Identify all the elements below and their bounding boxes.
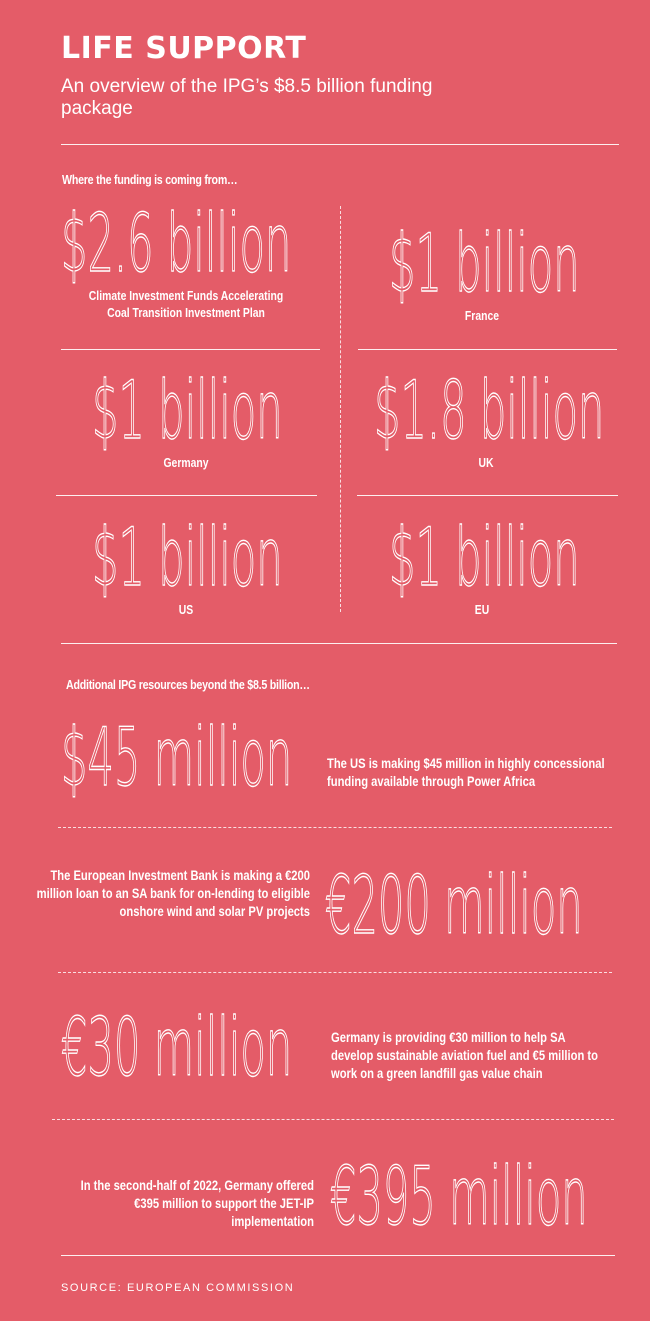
divider-row2-left xyxy=(56,495,317,496)
source-label-us: US xyxy=(178,602,194,617)
source-amount-uk: $1.8 billion xyxy=(374,364,605,457)
divider-sources-end xyxy=(61,643,617,644)
divider-row2-right xyxy=(357,495,618,496)
divider-row1-right xyxy=(358,349,617,350)
divider-footer xyxy=(61,1255,615,1256)
source-label-germany: Germany xyxy=(163,455,209,470)
additional-amount-us: $45 million xyxy=(61,711,293,804)
additional-text-us: The US is making $45 million in highly concessional funding available through Power Africa xyxy=(327,755,605,789)
divider-row1-left xyxy=(61,349,320,350)
additional-amount-germany: €30 million xyxy=(61,1001,293,1094)
source-amount-eu: $1 billion xyxy=(389,511,580,604)
divider-header xyxy=(61,144,619,145)
source-label-cif: Climate Investment Funds Accelerating Coal Transition Investment Plan xyxy=(88,288,284,320)
additional-text-germany-2022: In the second-half of 2022, Germany offered €395 million to support the JET-IP implementation xyxy=(80,1177,314,1229)
column-divider xyxy=(340,206,341,612)
additional-text-germany: Germany is providing €30 million to help SA develop sustainable aviation fuel and €5 million to work on a green landfill gas value chain xyxy=(331,1029,598,1081)
source-amount-us: $1 billion xyxy=(92,511,283,604)
source-label-france: France xyxy=(464,308,500,323)
source-label-uk: UK xyxy=(478,455,494,470)
divider-additional-3 xyxy=(52,1119,614,1120)
additional-text-eib: The European Investment Bank is making a €200 million loan to an SA bank for on-lending to eligible onshore wind and solar PV projects xyxy=(36,867,311,919)
additional-heading: Additional IPG resources beyond the $8.5 billion… xyxy=(66,677,310,692)
source-amount-cif: $2.6 billion xyxy=(61,197,292,290)
source-amount-germany: $1 billion xyxy=(92,364,283,457)
sources-heading: Where the funding is coming from… xyxy=(62,172,238,187)
source-note: SOURCE: EUROPEAN COMMISSION xyxy=(61,1282,295,1294)
additional-amount-eib: €200 million xyxy=(325,859,583,952)
divider-additional-1 xyxy=(58,827,612,828)
page-subtitle: An overview of the IPG’s $8.5 billion funding package xyxy=(61,76,433,119)
source-amount-france: $1 billion xyxy=(389,217,580,310)
divider-additional-2 xyxy=(58,972,612,973)
source-label-eu: EU xyxy=(474,602,490,617)
additional-amount-germany-2022: €395 million xyxy=(330,1150,588,1243)
page-title: LIFE SUPPORT xyxy=(61,31,307,66)
